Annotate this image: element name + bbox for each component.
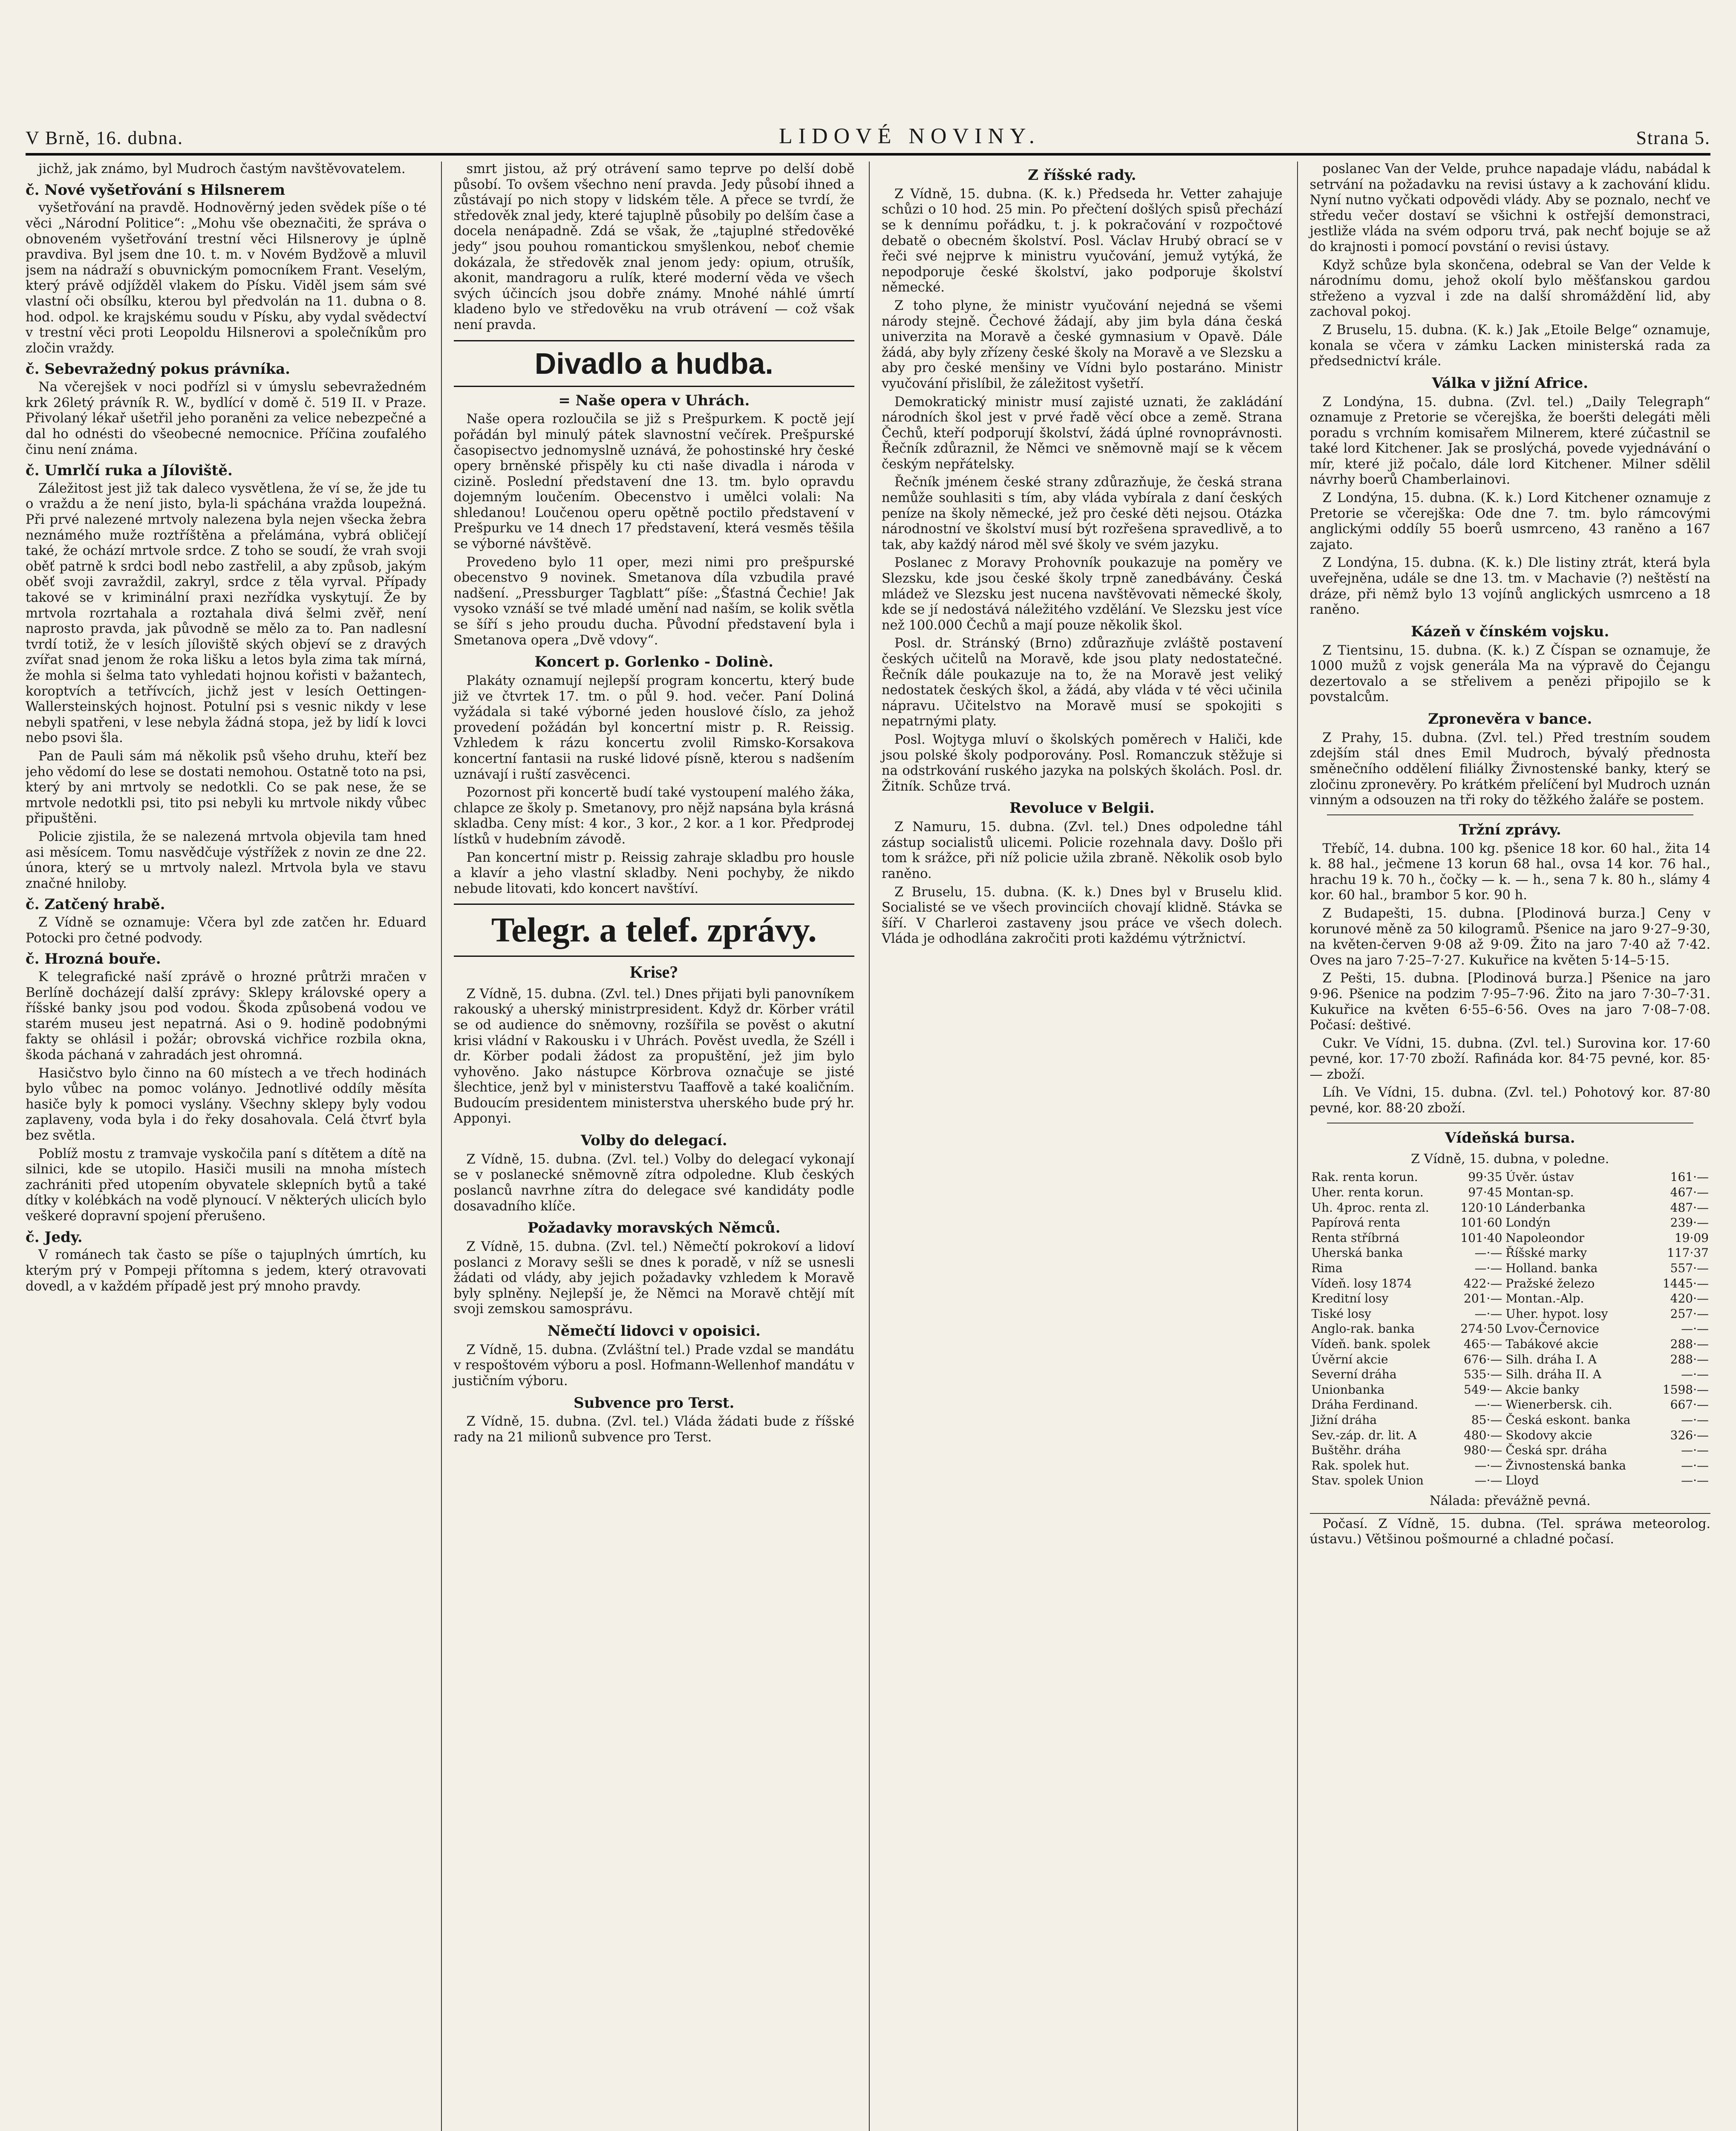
article-text: Z Namuru, 15. dubna. (Zvl. tel.) Dnes odpoledne táhl zástup socialistů ulicemi. Policie rozehnala davy. Došlo při tom k srážce, při níž policie užila zbraně. Několik osob bylo raněno. <box>882 820 1283 881</box>
table-cell-value: —·— <box>1681 1458 1709 1473</box>
table-row <box>1310 1367 1711 1382</box>
bourse-note: Nálada: převážně pevná. <box>1429 1493 1591 1508</box>
article-text: Z Bruselu, 15. dubna. (K. k.) Jak „Etoile Belge“ oznamuje, konala se včera v zámku Lacken ministerská rada za předsednictví krále. <box>1309 322 1710 369</box>
article-text: Z Vídně, 15. dubna. (Zvláštní tel.) Prade vzdal se mandátu v respoštovém výboru a posl. Hofmann-Wellenhof mandátu v justičním výboru. <box>453 1342 854 1389</box>
article-text: Plakáty oznamují nejlepší program koncertu, který bude již ve čtvrtek 17. tm. o půl 9. hod. večer. Paní Doliná vyžádala si také výborné jeden houslové číslo, za jehož provedení požádán byl koncertní mistr p. R. Reissig. Vzhledem k rázu koncertu zvolil Rimsko-Korsakova koncertní fantasii na ruské lidové písně, kterou s nadšením uznávají i ruští zasvěcenci. <box>453 673 854 782</box>
article-text: Hasičstvo bylo činno na 60 místech a ve třech hodinách bylo vůbec na pomoc volányo. Jednotlivé oddíly měsíta hasiče byly k pomoci vyslány. Všechny sklepy byly vodou zaplaveny, voda byla i do řeky dosahovala. Celá čtvrť byla bez světla. <box>26 1066 427 1143</box>
table-cell-value: 467·— <box>1670 1185 1709 1200</box>
table-row <box>1310 1397 1711 1412</box>
table-row <box>1310 1321 1711 1337</box>
table-cell-value: —·— <box>1681 1443 1709 1458</box>
article-text: smrt jistou, až prý otrávení samo teprve po delší době působí. To ovšem všechno není pravda. Jedy působí ihned a zůstávají po nich stopy v lidském těle. A přece se tvrdí, že středověk znal jedy, které tajuplně působily po delším čase a docela nenápadně. Zdá se však, že „tajuplné středověké jedy“ jsou pouhou romantickou smyšlenkou, neboť chemie dokázala, že středověk znal jenom jedy: opium, otrušík, akonit, mandragoru a rulík, které moderní věda ve všech svých účincích jsou dobře známy. Mnohé náhlé úmrtí kladeno bylo ve středověku na vrub otrávení — což však není pravda. <box>453 162 854 332</box>
article-heading: č. Nové vyšetřování s Hilsnerem <box>26 181 285 199</box>
article-heading: Vídeňská bursa. <box>1445 1129 1575 1146</box>
bourse-table <box>1310 1169 1711 1488</box>
table-cell-value: —·— <box>1474 1398 1502 1412</box>
table-cell-value: —·— <box>1474 1458 1502 1473</box>
article-text: Z Bruselu, 15. dubna. (K. k.) Dnes byl v Bruselu klid. Socialisté se ve všech provinciích chovají klidně. Stávka se šíří. V Charleroi zastaveny jsou práce ve všech dolech. Vláda je odhodlána zakročiti proti každému výtržnictví. <box>882 884 1283 947</box>
article-heading: č. Hrozná bouře. <box>26 950 161 968</box>
table-cell-label: Montan.-Alp. <box>1505 1291 1584 1306</box>
article-heading: č. Sebevražedný pokus právníka. <box>26 361 290 378</box>
table-cell-value: —·— <box>1681 1367 1709 1382</box>
table-cell-label: Londýn <box>1505 1216 1551 1230</box>
article-text: Když schůze byla skončena, odebral se Van der Velde k národnímu domu, jehož okolí bylo měšťanskou gardou střeženo a vyzval i zde na další shromáždění lid, aby zachoval pokoj. <box>1309 257 1710 320</box>
table-cell-value: 549·— <box>1464 1382 1502 1397</box>
table-cell-label: Dráha Ferdinand. <box>1311 1398 1418 1412</box>
article-text: Posl. Wojtyga mluví o školských poměrech v Haliči, kde jsou polské školy podporovány. Posl. Romanczuk stěžuje si na odstrkování ruského jazyka na polských školách. Posl. dr. Žitník. Schůze trvá. <box>882 732 1283 794</box>
table-row <box>1310 1352 1711 1367</box>
article-text: Z Londýna, 15. dubna. (Zvl. tel.) „Daily Telegraph“ oznamuje z Pretorie se včerejška, že boeršti delegáti měli poradu s vrchním komisařem Milnerem, které zúčastnil se také lord Kitchener. Jak se proslýchá, povede vyjednávání o mír, které již počalo, dále lord Kitchener. Milner sdělil návrhy boerů Chamberlainovi. <box>1309 394 1710 488</box>
table-cell-value: —·— <box>1474 1306 1502 1321</box>
table-cell-label: Sev.-záp. dr. lit. A <box>1311 1428 1417 1442</box>
article-heading: č. Jedy. <box>26 1228 83 1246</box>
article-heading: Němečtí lidovci v opoisici. <box>547 1322 761 1340</box>
table-row <box>1310 1291 1711 1306</box>
table-cell-value: 85·— <box>1471 1412 1502 1427</box>
table-cell-value: 117·37 <box>1667 1246 1709 1260</box>
table-cell-value: —·— <box>1681 1473 1709 1488</box>
table-cell-label: Renta stříbrná <box>1311 1230 1400 1245</box>
table-row <box>1310 1412 1711 1428</box>
article-text: Z Tientsinu, 15. dubna. (K. k.) Z Číspan se oznamuje, že 1000 mužů z vojsk generála Ma na výpravě do Čejangu dezertovalo a se střelivem a penězi připojilo se k povstalcům. <box>1309 643 1710 705</box>
article-heading: Válka v jižní Africe. <box>1432 374 1589 392</box>
table-cell-value: 480·— <box>1464 1428 1502 1442</box>
table-cell-label: Rak. spolek hut. <box>1311 1458 1410 1473</box>
table-cell-label: Unionbanka <box>1311 1382 1385 1397</box>
table-cell-value: 101·60 <box>1460 1216 1502 1230</box>
article-text: Z Pešti, 15. dubna. [Plodinová burza.] Pšenice na jaro 9·96. Pšenice na podzim 7·95–7·96. Žito na jaro 7·30–7·31. Kukuřice na květen 6·55–6·56. Oves na jaro 7·08–7·08. Počasí: deštivé. <box>1309 971 1710 1033</box>
article-text: jichž, jak známo, byl Mudroch častým navštěvovatelem. <box>38 162 406 176</box>
section-heading-telegrams: Telegr. a telef. zprávy. <box>454 904 855 956</box>
article-text: Z Vídně se oznamuje: Včera byl zde zatčen hr. Eduard Potocki pro četné podvody. <box>26 915 427 946</box>
article-text: K telegrafické naší zprávě o hrozné průtrži mračen v Berlíně docházejí další zprávy: Sklepy královské opery a říšské banky jsou pod vodou. Škoda způsobená vodou ve starém museu jest nepatrná. Asi o 9. hodině podobnými fakty se ohlásil i požár; obrovská vichřice rozbila okna, škoda páchaná v zahradách jest ohromná. <box>26 970 427 1063</box>
table-cell-value: 288·— <box>1670 1352 1709 1366</box>
article-heading: Koncert p. Gorlenko - Dolinè. <box>534 653 774 671</box>
table-row <box>1310 1382 1711 1398</box>
article-text: Řečník jménem české strany zdůrazňuje, že česká strana nemůže souhlasiti s tím, aby vláda vybírala z daní českých peníze na školy německé, jež pro české děti nejsou. Otázka národnostní ve školství musí být rozřešena spravedlivě, a to tak, aby každý národ měl své školy ve svém jazyku. <box>882 475 1283 552</box>
table-cell-label: Holland. banka <box>1505 1261 1598 1276</box>
bourse-subtitle: Z Vídně, 15. dubna, v poledne. <box>1411 1152 1609 1167</box>
article-text: Z toho plyne, že ministr vyučování nejedná se všemi národy stejně. Čechové žádají, aby jim byla dána česká univerzita na Moravě a české gymnasium v Opavě. Dále žádá, aby byly zřízeny české školy na Moravě a ve Slezsku a aby pro české menšiny ve Vídni bylo postaráno. Ministr vyučování přislíbil, že záležitost vyšetří. <box>882 298 1283 391</box>
table-row <box>1310 1245 1711 1261</box>
page-header <box>26 124 1710 156</box>
article-text: Z Vídně, 15. dubna. (Zvl. tel.) Dnes přijati byli panovníkem rakouský a uherský ministrpresident. Když dr. Körber vrátil se od audience do sněmovny, rozšířila se pověst o akutní krisi vládní v Rakousku i v Uhrách. Pověst uvedla, že Széll i dr. Körber podali žádost za propuštění, jež jim bylo vyhověno. Jako nástupce Körbrova označuje se jisté šlechtice, jenž byl v ministerstvu Taaffově a také koaličním. Budoucím presidentem ministerstva uherského bude prý hr. Apponyi. <box>453 986 854 1126</box>
table-cell-label: Živnostenská banka <box>1505 1458 1626 1473</box>
table-row <box>1310 1230 1711 1246</box>
table-cell-label: Uher. renta korun. <box>1311 1185 1424 1200</box>
article-heading: Revoluce v Belgii. <box>1009 800 1155 817</box>
table-row <box>1310 1261 1711 1276</box>
table-cell-value: 1445·— <box>1662 1276 1709 1291</box>
table-row <box>1310 1473 1711 1488</box>
table-cell-label: Kreditní losy <box>1311 1291 1389 1306</box>
table-cell-value: 101·40 <box>1460 1230 1502 1245</box>
table-cell-label: Wienerbersk. cih. <box>1505 1398 1612 1412</box>
table-cell-label: Tiské losy <box>1311 1306 1371 1321</box>
article-text: Z Londýna, 15. dubna. (K. k.) Lord Kitchener oznamuje z Pretorie se včerejška: Ode dne 7. tm. bylo rámcovými anglickými oddíly 55 boerů usmrceno, 43 raněno a 167 zajato. <box>1309 491 1710 552</box>
article-text: Líh. Ve Vídni, 15. dubna. (Zvl. tel.) Pohotový kor. 87·80 pevné, kor. 88·20 zboží. <box>1309 1085 1710 1116</box>
table-cell-value: 97·45 <box>1468 1185 1502 1200</box>
article-text: Demokratický ministr musí zajisté uznati, že zakládání národních škol jest v prvé řadě věcí obce a země. Strana Čechů, kteří podporují školství, žádá úplné rovnoprávnosti. Řečník zdůraznil, že Němci ve sněmovně mají se k věcem českým nepřátelsky. <box>882 394 1283 472</box>
table-cell-label: Rak. renta korun. <box>1311 1170 1418 1184</box>
table-cell-value: 239·— <box>1670 1216 1709 1230</box>
article-text: Z Vídně, 15. dubna. (Zvl. tel.) Němečtí pokrokoví a lidoví poslanci z Moravy sešli se dnes k poradě, v níž se usnesli žádati od vlády, aby jejich požadavky vzhledem k Moravě byly splněny. Nejlepší je, že Němci na Moravě chtějí mít svoji zemskou samosprávu. <box>453 1239 854 1317</box>
table-cell-label: Stav. spolek Union <box>1311 1473 1424 1488</box>
table-cell-label: Silh. dráha II. A <box>1505 1367 1602 1382</box>
table-cell-value: 557·— <box>1670 1261 1709 1276</box>
table-cell-label: Papírová renta <box>1311 1216 1401 1230</box>
article-text: Záležitost jest již tak daleco vysvětlena, že ví se, že jde tu o vraždu a že není jisto, byla-li spáchána vražda loupežná. Při prvé nalezené mrtvoly nalezena byla nejen všecka žebra neznámého muže roztříštěna a přelámána, vybrá obličejí také, že ochází mrtvole srdce. Z toho se soudí, že vrah svoji oběť patrně k srdci bodl nebo zastřelil, a aby způsob, jakým oběť svoji zavraždil, zakryl, srdce z těla vyrval. Případy takové se v kriminální praxi nezřídka vyskytují. Že by mrtvola rozrtahala a roztahala divá šelmi zvěř, není naprosto pravda, jak původně se mělo za to. Pan nadlesní tvrdí totiž, že v lesích jíloviště ských objeví se z dravých zvířat snad jenom že roka lišku a letos byla zima tak mírná, že mohla si šelma tato vyhledati hojnou kořisti v bažantech, koroptvích a tetřívcích, jichž jest v lesích Oettingen-Wallersteinských hojnost. Potulní psi s vesnic nikdy v lese nebyli spatřeni, v lese nebyla žádná stopa, jež by lidí k lovci nebo psovi šla. <box>26 481 427 746</box>
article-text: Pan koncertní mistr p. Reissig zahraje skladbu pro housle a klavír a jeho vlastní skladby. Neni pochyby, že nikdo nebude litovati, kdo koncert navštíví. <box>453 850 854 896</box>
article-text: Poslanec z Moravy Prohovník poukazuje na poměry ve Slezsku, kde jsou české školy trpně zanedbávány. Česká mládež ve Slezsku jest nucena navštěvovati německé školy, kde se jí nedostává náležitého vzdělání. Ve Slezsku jest více než 100.000 Čechů a mají pouze několik škol. <box>882 555 1283 633</box>
table-cell-label: Lánderbanka <box>1505 1200 1586 1215</box>
article-text: Třebíč, 14. dubna. 100 kg. pšenice 18 kor. 60 hal., žita 14 k. 88 hal., ječmene 13 korun 68 hal., ovsa 14 kor. 76 hal., hrachu 19 k. 70 h., čočky — k. — h., sena 7 k. 80 h., slámy 4 kor. 60 hal., brambor 5 kor. 90 h. <box>1309 841 1710 903</box>
article-text: Cukr. Ve Vídni, 15. dubna. (Zvl. tel.) Surovina kor. 17·60 pevné, kor. 17·70 zboží. Rafináda kor. 84·75 pevné, kor. 85·— zboží. <box>1309 1036 1710 1082</box>
table-cell-label: Severní dráha <box>1311 1367 1397 1382</box>
table-cell-value: 535·— <box>1464 1367 1502 1382</box>
table-row <box>1310 1185 1711 1200</box>
table-cell-label: Skodovy akcie <box>1505 1428 1592 1442</box>
article-text: V románech tak často se píše o tajuplných úmrtích, ku kterým prý v Pompeji přítomna s jedem, který otravovati dovedl, a v každém případě jest prý mnoho pravdy. <box>26 1247 427 1294</box>
article-text: Z Vídně, 15. dubna. (Zvl. tel.) Vláda žádati bude z říšské rady na 21 milionů subvence pro Terst. <box>453 1414 854 1445</box>
table-row <box>1310 1276 1711 1291</box>
table-cell-value: 980·— <box>1464 1443 1502 1458</box>
table-cell-value: —·— <box>1474 1246 1502 1260</box>
table-row <box>1310 1169 1711 1185</box>
table-cell-label: Lloyd <box>1505 1473 1539 1488</box>
table-cell-value: 487·— <box>1670 1200 1709 1215</box>
table-cell-label: Uherská banka <box>1311 1246 1403 1260</box>
article-heading: Požadavky moravských Němců. <box>528 1219 781 1237</box>
article-text: poslanec Van der Velde, pruhce napadaje vládu, nabádal k setrvání na požadavku na revisi ústavy a k zachování klidu. Nyní nutno vyčkati odpovědi vlády. Aby se poznalo, nechť ve středu večer dostaví se všichni k ostřejší demonstraci, jestliže vláda na svém odporu trvá, pak nechť bojuje se až do krajnosti i pomocí povstání o revisi ústavy. <box>1309 162 1710 254</box>
table-cell-label: Uh. 4proc. renta zl. <box>1311 1200 1429 1215</box>
table-cell-value: 422·— <box>1464 1276 1502 1291</box>
article-heading: Volby do delegací. <box>580 1132 727 1149</box>
article-text: Policie zjistila, že se nalezená mrtvola objevila tam hned asi měsícem. Tomu nasvědčuje výstřížek z novin ze dne 22. února, který se u mrtvoly nalezl. Mrtvola byla ve stavu značné hniloby. <box>26 829 427 891</box>
column-1 <box>26 162 427 2131</box>
columns <box>26 162 1710 2131</box>
table-cell-value: 326·— <box>1670 1428 1709 1442</box>
table-cell-label: Česká spr. dráha <box>1505 1443 1607 1458</box>
article-text: Naše opera rozloučila se již s Prešpurkem. K poctě její pořádán byl minulý pátek slavnostní večírek. Prešpurské časopisectvo jednomyslně uznává, že pohostinské hry české opery brněnské přispěly ku cti naše divadla i národa v cizině. Poslední představení dne 13. tm. bylo opravdu dojemným loučením. Obecenstvo i umělci volali: Na shledanou! Loučenou operu opětně poctilo představení v Prešpurku ve 14 dnech 17 představení, která vesměs těšila se výborné návštěvě. <box>453 412 854 552</box>
table-row <box>1310 1215 1711 1230</box>
table-cell-label: Anglo-rak. banka <box>1311 1322 1415 1336</box>
table-cell-value: 1598·— <box>1662 1382 1709 1397</box>
table-row <box>1310 1428 1711 1443</box>
table-cell-value: 201·— <box>1464 1291 1502 1306</box>
table-cell-label: Vídeň. bank. spolek <box>1311 1337 1430 1351</box>
article-text: Provedeno bylo 11 oper, mezi nimi pro prešpurské obecenstvo 9 novinek. Smetanova díla vzbudila pravé nadšení. „Pressburger Tagblatt“ píše: „Šťastná Čechie! Jak vysoko vznáší se tvé mladé umění nad naším, se kolik světla se šíří s jeho proudu ducha. Původní představení byla i Smetanova opera „Dvě vdovy“. <box>453 554 854 648</box>
newspaper-title: LIDOVÉ NOVINY. <box>779 124 1041 148</box>
table-cell-label: Silh. dráha I. A <box>1505 1352 1597 1366</box>
table-row <box>1310 1443 1711 1458</box>
article-text: Pan de Pauli sám má několik psů všeho druhu, kteří bez jeho vědomí do lese se dostati nemohou. Ostatně toto na psi, který by ani mrtvoly se nedotkli. Co se pak nese, že se mrtvole nedotkli psi, tito psi nebyli ku mrtvole nikdy vůbec připuštěni. <box>26 748 427 826</box>
article-heading: = Naše opera v Uhrách. <box>558 392 750 409</box>
weather-report: Počasí. Z Vídně, 15. dubna. (Tel. spráwa meteorolog. ústavu.) Většinou pošmourné a chladné počasí. <box>1310 1513 1711 1547</box>
table-cell-value: —·— <box>1474 1473 1502 1488</box>
table-cell-value: —·— <box>1681 1412 1709 1427</box>
article-text: Pozornost při koncertě budí také vystoupení malého žáka, chlapce ze školy p. Smetanovy, pro nějž napsána byla krásná skladba. Ceny míst: 4 kor., 3 kor., 2 kor. a 1 kor. Předprodej lístků v hudebním závodě. <box>453 785 854 847</box>
article-text: Z Vídně, 15. dubna. (K. k.) Předseda hr. Vetter zahajuje schůzi o 10 hod. 25 min. Po přečtení došlých spisů přechází se k dennímu pořádku, t. j. k pokračování v rozpočtové debatě o obecném školství. Posl. Václav Hrubý obrací se v řeči své nejprve k ministru vyučování, jemuž vytýká, že nepodporuje české školství, jako podporuje školství německé. <box>882 186 1283 295</box>
article-heading: Zpronevěra v bance. <box>1428 710 1592 728</box>
table-cell-value: 161·— <box>1670 1170 1709 1184</box>
table-cell-label: Lvov-Černovice <box>1505 1322 1600 1336</box>
divider <box>1327 814 1694 815</box>
table-cell-label: Jižní dráha <box>1311 1412 1377 1427</box>
article-text: Z Vídně, 15. dubna. (Zvl. tel.) Volby do delegací vykonají se v poslanecké sněmovně zítra odpoledne. Klub českých poslanců navrhne zítra do delegace své kandidáty podle dosavadního klíče. <box>453 1152 854 1214</box>
article-text: Z Prahy, 15. dubna. (Zvl. tel.) Před trestním soudem zdejším stál dnes Emil Mudroch, bývalý přednosta směnečního oddělení filiálky Živnostenské banky, který se zločinu zpronevěry. Po krátkém přelíčení byl Mudroch uznán vinným a odsouzen na tři roky do těžkého žaláře se postem. <box>1309 730 1710 808</box>
table-cell-label: Napoleondor <box>1505 1230 1584 1245</box>
header-date: V Brně, 16. dubna. <box>26 127 184 148</box>
table-cell-label: Rima <box>1311 1261 1343 1276</box>
table-cell-label: Úvěrní akcie <box>1311 1352 1388 1366</box>
article-text: Posl. dr. Stránský (Brno) zdůrazňuje zvláště postavení českých učitelů na Moravě, kde jsou platy nedostatečné. Řečník dále poukazuje na to, že na Moravě jest veliký nedostatek českých škol, a žádá, aby vláda v té věci učinila nápravu. Učitelstvo na Moravě musí se spokojiti s nepatrnými platy. <box>882 636 1283 729</box>
table-cell-label: Vídeň. losy 1874 <box>1311 1276 1412 1291</box>
table-cell-value: 99·35 <box>1468 1170 1502 1184</box>
page-number: Strana 5. <box>1636 127 1710 148</box>
article-text: Na včerejšek v noci podřízl si v úmyslu sebevražedném krk 26letý právník R. W., bydlící v domě č. 519 II. v Praze. Přivolaný lékař ušetřil jeho poraněni za velice nebezpečné a dal ho odnésti do všeobecné nemocnice. Příčina zoufalého činu není známa. <box>26 380 427 457</box>
section-heading-theatre: Divadlo a hudba. <box>454 340 855 387</box>
table-cell-label: Úvěr. ústav <box>1505 1170 1574 1184</box>
column-4 <box>1297 162 1711 2131</box>
table-cell-value: —·— <box>1474 1261 1502 1276</box>
table-row <box>1310 1337 1711 1352</box>
table-cell-label: Buštěhr. dráha <box>1311 1443 1401 1458</box>
table-cell-label: Česká eskont. banka <box>1505 1412 1631 1427</box>
column-3 <box>869 162 1283 2131</box>
article-text: Z Budapešti, 15. dubna. [Plodinová burza.] Ceny v korunové měně za 50 kilogramů. Pšenice na jaro 9·27–9·30, na květen-červen 9·08 až 9·09. Žito na jaro 7·40 až 7·42. Oves na jaro 7·25–7·27. Kukuřice na květen 5·14–5·15. <box>1309 906 1710 968</box>
column-2 <box>441 162 855 2131</box>
table-cell-value: 120·10 <box>1460 1200 1502 1215</box>
table-cell-label: Montan-sp. <box>1505 1185 1574 1200</box>
article-heading: Subvence pro Terst. <box>574 1394 735 1412</box>
table-cell-label: Říšské marky <box>1505 1246 1587 1260</box>
article-text: Poblíž mostu z tramvaje vyskočila paní s dítětem a dítě na silnici, kde se utopilo. Hasiči musili na mnoha místech zachrániti před utopením obyvatele sklepních bytů a také dítky v kolébkách na vodě plynoucí. V některých ulicích bylo veškeré dopravní spojení přerušeno. <box>26 1146 427 1224</box>
article-heading: Kázeň v čínském vojsku. <box>1411 623 1609 640</box>
table-cell-value: 274·50 <box>1460 1322 1502 1336</box>
table-cell-value: —·— <box>1681 1322 1709 1336</box>
article-heading: Tržní zprávy. <box>1459 821 1561 838</box>
article-heading: č. Umrlčí ruka a Jíloviště. <box>26 462 233 479</box>
article-heading: Krise? <box>630 962 678 982</box>
article-text: vyšetřování na pravdě. Hodnověrný jeden svědek píše o té věci „Národní Politice“: „Mohu vše obeznačiti, že správa o obnoveném vyšetřování trestní věci Hilsnerovy je úplně pravdiva. Byl jsem dne 10. t. m. v Novém Bydžově a mluvil jsem na nádraží s obuvnickým pomocníkem Frant. Veselým, který právě odjížděl vlakem do Písku. Viděl jsem sám své vlastní oči obsílku, kterou byl předvolán na 11. dubna o 8. hod. odpol. ke krajskému soudu v Písku, aby vydal svědectví v trestní věci proti Leopoldu Hilsnerovi a společníkům pro zločin vraždy. <box>26 200 427 356</box>
table-cell-value: 288·— <box>1670 1337 1709 1351</box>
table-cell-label: Tabákové akcie <box>1505 1337 1599 1351</box>
article-heading: Z říšské rady. <box>1028 167 1136 184</box>
table-cell-value: 667·— <box>1670 1398 1709 1412</box>
table-cell-value: 465·— <box>1464 1337 1502 1351</box>
table-cell-value: 257·— <box>1670 1306 1709 1321</box>
table-row <box>1310 1200 1711 1216</box>
article-text: Z Londýna, 15. dubna. (K. k.) Dle listiny ztrát, která byla uveřejněna, udále se dne 13. tm. v Machavie (?) neštěstí na dráze, při němž bylo 13 vojínů anglických usmrceno a 18 raněno. <box>1309 555 1710 618</box>
table-row <box>1310 1458 1711 1473</box>
article-heading: č. Zatčený hrabě. <box>26 896 165 913</box>
table-cell-label: Uher. hypot. losy <box>1505 1306 1608 1321</box>
table-cell-value: 676·— <box>1464 1352 1502 1366</box>
table-cell-label: Akcie banky <box>1505 1382 1580 1397</box>
table-cell-value: 19·09 <box>1674 1230 1709 1245</box>
table-row <box>1310 1306 1711 1322</box>
table-cell-label: Pražské železo <box>1505 1276 1595 1291</box>
table-cell-value: 420·— <box>1670 1291 1709 1306</box>
